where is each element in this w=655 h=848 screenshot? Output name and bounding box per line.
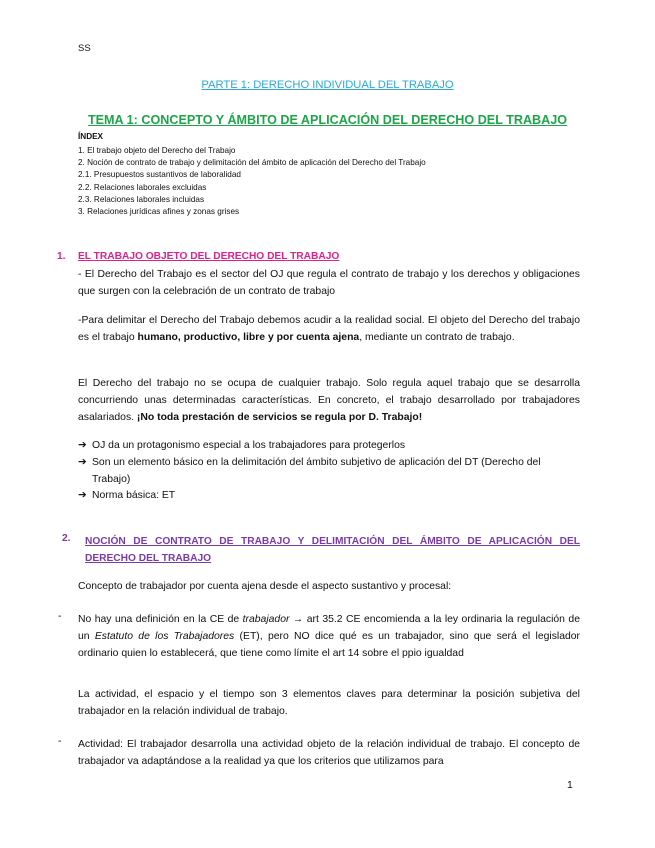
section1-title: EL TRABAJO OBJETO DEL DERECHO DEL TRABAJO	[78, 251, 340, 262]
page-number: 1	[567, 780, 573, 791]
arrow-icon: ➔	[78, 457, 87, 468]
section1-paragraph-2	[78, 312, 580, 346]
bullet-item: Norma básica: ET	[92, 490, 176, 501]
section2-intro: Concepto de trabajador por cuenta ajena desde el aspecto sustantivo y procesal:	[78, 581, 452, 592]
part-title: PARTE 1: DERECHO INDIVIDUAL DEL TRABAJO	[201, 79, 454, 91]
index-item: 2.2. Relaciones laborales excluidas	[78, 182, 207, 192]
index-item: 1. El trabajo objeto del Derecho del Trabajo	[78, 146, 236, 155]
arrow-icon: ➔	[78, 490, 87, 501]
item1-text-e: (ET), pero NO dice qué es un trabajador, sino que será el legislador ordinario quien lo establecerá, que tiene como límite el art 14 sobre el ppio igualdad	[78, 631, 580, 659]
index-item: 2.3. Relaciones laborales incluidas	[78, 194, 205, 204]
bullet-item: OJ da un protagonismo especial a los trabajadores para protegerlos	[92, 440, 406, 451]
item1-italic-2: Estatuto de los Trabajadores	[94, 631, 235, 642]
p2-text-bold: humano, productivo, libre y por cuenta ajena	[137, 332, 360, 343]
index-title: ÍNDEX	[78, 132, 104, 141]
arrow-icon: ➔	[78, 440, 87, 451]
index-item: 2.1. Presupuestos sustantivos de laboralidad	[78, 170, 241, 180]
p2-text-c: , mediante un contrato de trabajo.	[359, 332, 515, 343]
tema-title: TEMA 1: CONCEPTO Y ÁMBITO DE APLICACIÓN DEL DERECHO DEL TRABAJO	[87, 113, 568, 127]
dash-bullet: -	[58, 736, 62, 747]
section2-item-2: Actividad: El trabajador desarrolla una actividad objeto de la relación individual de trabajo. El concepto de trabajador va adaptándose a la realidad ya que los criterios que utilizamos para	[78, 739, 580, 767]
item1-italic-1: trabajador	[242, 614, 290, 625]
section2-title: NOCIÓN DE CONTRATO DE TRABAJO Y DELIMITACIÓN DEL ÁMBITO DE APLICACIÓN DEL DERECHO DEL TRABAJO	[85, 536, 580, 564]
section2-number: 2.	[62, 533, 71, 544]
item1-text-a: No hay una definición en la CE de	[78, 614, 243, 625]
index-item: 2. Noción de contrato de trabajo y delimitación del ámbito de aplicación del Derecho del Trabajo	[78, 158, 426, 168]
item1-text-c: → art 35.2 CE encomienda a la ley ordinaria la regulación de un	[78, 614, 580, 642]
index-list	[78, 145, 426, 218]
section1-paragraph-1: - El Derecho del Trabajo es el sector del OJ que regula el contrato de trabajo y los derechos y obligaciones que surgen con la celebración de un contrato de trabajo	[78, 269, 580, 297]
section2-item-1-paragraph-2: La actividad, el espacio y el tiempo son 3 elementos claves para determinar la posición subjetiva del trabajador en la relación individual de trabajo.	[78, 689, 580, 717]
section2-item-1	[78, 611, 580, 662]
bullet-item: Son un elemento básico en la delimitación del ámbito subjetivo de aplicación del DT (Derecho del Trabajo)	[92, 457, 541, 485]
header-initials: SS	[78, 43, 91, 54]
p3-text-a: El Derecho del trabajo no se ocupa de cualquier trabajo. Solo regula aquel trabajo que se desarrolla concurriendo unas determinadas características. En concreto, el trabajo desarrollado por trabajadores asalariados.	[78, 378, 580, 423]
section1-paragraph-3	[78, 375, 580, 426]
p3-text-bold: ¡No toda prestación de servicios se regula por D. Trabajo!	[136, 412, 423, 423]
p2-text-a: -Para delimitar el Derecho del Trabajo debemos acudir a la realidad social. El objeto del Derecho del trabajo es el trabajo	[78, 315, 580, 343]
index-item: 3. Relaciones jurídicas afines y zonas grises	[78, 207, 240, 217]
section1-number: 1.	[57, 251, 66, 262]
dash-bullet: -	[58, 611, 62, 622]
